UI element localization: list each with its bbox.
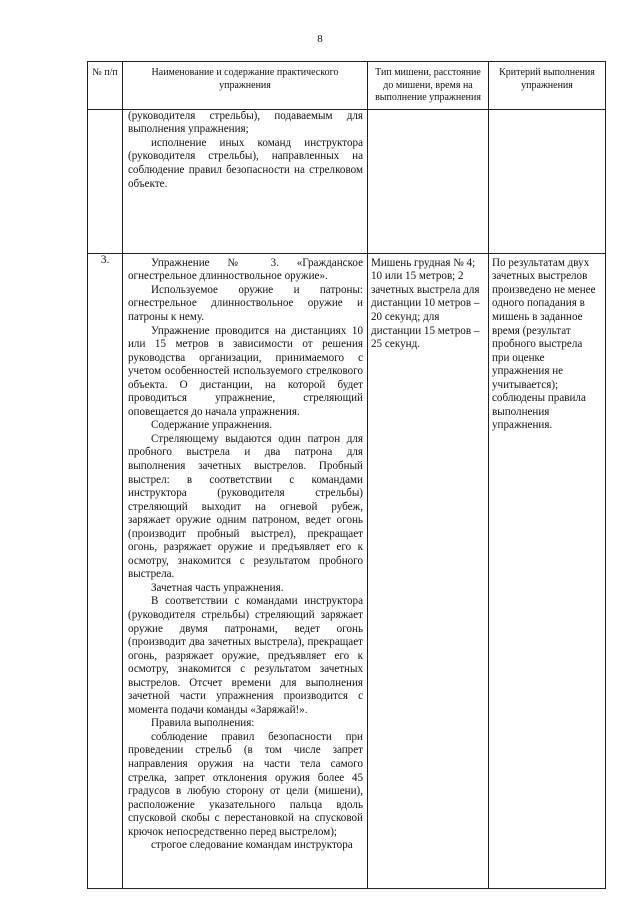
- row3-num: 3.: [88, 253, 123, 888]
- row3-para-8: Правила выполнения:: [151, 717, 255, 730]
- cont-target-cell: [368, 109, 489, 253]
- row3-para-5: Стреляющему выдаются один патрон для пробного выстрела и два патрона для выполнения зачетных выстрелов. Пробный выстрел: в соответствии с командами инструктора (руководителя стрельбы) стреляющий выходит на огневой рубеж, заряжает оружие одним патроном, ведет огонь (производит пробный выстрел), прекращает огонь, разряжает оружие и предъявляет его к осмотру, знакомится с результатом пробного выстрела.: [128, 432, 363, 581]
- row3-para-6: Зачетная часть упражнения.: [151, 581, 284, 594]
- row3-para-9: соблюдение правил безопасности при проведении стрельб (в том числе запрет направления оружия на части тела самого стрелка, запрет отклонения оружия более 45 градусов в любую сторону от цели (мишени), расположение указательного пальца вдоль спусковой скобы с перестановкой на спусковой крючок непосредственно перед выстрелом);: [128, 730, 363, 838]
- cont-name-cell: [123, 109, 368, 253]
- table-row-continuation: [88, 109, 606, 253]
- row3-criteria: По результатам двух зачетных выстрелов произведено не менее одного попадания в мишень в заданное время (результат пробного выстрела при оценке упражнения не учитывается); соблюдены правила выполнения упражнения.: [492, 256, 596, 432]
- page-number: 8: [317, 33, 323, 45]
- row3-target-cell: [368, 253, 489, 888]
- table-row-exercise-3: [88, 253, 606, 888]
- cont-line-2: исполнение иных команд инструктора (руководителя стрельбы), направленных на соблюдение правил безопасности на стрелковом объекте.: [128, 136, 363, 190]
- cont-line-1: (руководителя стрельбы), подаваемым для выполнения упражнения;: [128, 109, 363, 136]
- row3-para-7: В соответствии с командами инструктора (руководителя стрельбы) стреляющий заряжает оружие двумя патронами, ведет огонь (производит два зачетных выстрела), прекращает огонь, разряжает оружие, предъявляет его к осмотру, знакомится с результатом зачетных выстрелов. Отсчет времени для выполнения зачетной части упражнения производится с момента подачи команды «Заряжай!».: [128, 595, 363, 716]
- row3-para-1: Упражнение № 3. «Гражданское огнестрельное длинноствольное оружие».: [128, 256, 363, 283]
- cont-criteria-cell: [489, 109, 606, 253]
- row3-target: Мишень грудная № 4; 10 или 15 метров; 2 зачетных выстрела для дистанции 10 метров – 20 секунд; для дистанции 15 метров – 25 секунд.: [371, 256, 480, 351]
- row3-para-2: Используемое оружие и патроны: огнестрельное длинноствольное оружие и патроны к нему.: [128, 283, 363, 323]
- row3-para-10: строгое следование командам инструктора: [151, 839, 353, 852]
- header-criteria: Критерий выполнения упражнения: [489, 62, 606, 110]
- header-target: Тип мишени, расстояние до мишени, время на выполнение упражнения: [368, 62, 489, 110]
- table-header-row: [88, 62, 606, 110]
- cont-num-cell: [88, 109, 123, 253]
- exercise-table: [87, 61, 606, 889]
- row3-para-3: Упражнение проводится на дистанциях 10 или 15 метров в зависимости от решения руководства организации, принимаемого с учетом особенностей используемого стрелкового объекта. О дистанции, на которой будет проводиться упражнение, стреляющий оповещается до начала упражнения.: [128, 324, 363, 418]
- row3-para-4: Содержание упражнения.: [151, 419, 273, 432]
- row3-criteria-cell: [489, 253, 606, 888]
- header-num: № п/п: [88, 62, 123, 110]
- row3-name-cell: [123, 253, 368, 888]
- header-name: Наименование и содержание практического упражнения: [123, 62, 368, 110]
